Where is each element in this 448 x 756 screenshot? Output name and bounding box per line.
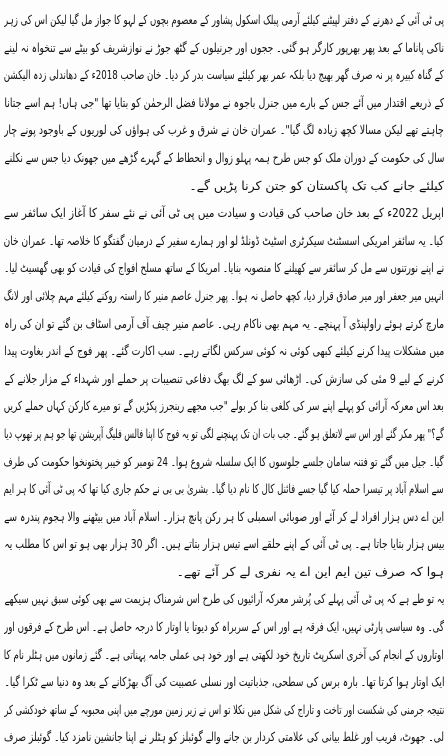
line-text: بعد اس معرکہ آرائی کو پہلے اپنے سر کی کلغی بنا کر بولے "جب مجھے رینجرز پکڑیں گے تو میرے کارکن کہاں حملے کریں <box>4 398 444 414</box>
line-text: نتیجہ جرمنی کی شکست اور تاخت و تاراج کی شکل میں نکلا تو اس نے زیر زمین مورچے میں اپنی محبوبہ کے ساتھ خودکشی کر <box>4 701 444 717</box>
text-line <box>4 34 444 62</box>
line-text: سال کی حکومت کے دوران ملک کو جس طرح ہمہ پہلو زوال و انحطاط کے گہرے گڑھے میں جھونک دیا جس سے نکلنے <box>4 149 444 165</box>
line-text: مارچ کرتے ہوئے راولپنڈی آ پہنچے۔ یہ مہم بھی ناکام رہی۔ عاصم منیر چیف آف آرمی اسٹاف بن گئے تو ان کی راہ <box>4 315 444 331</box>
text-line <box>4 199 444 227</box>
text-line <box>4 144 444 172</box>
line-text: سے اسلام آباد پر تیسرا حملہ کیا گیا جسے فائنل کال کا نام دیا گیا۔ بشریٰ بی بی نے حکم جاری کیا تھا کہ پی ٹی آئی کا ہر ایم <box>4 481 444 497</box>
text-line <box>4 310 444 338</box>
text-line <box>4 503 444 531</box>
text-line <box>4 365 444 393</box>
line-text: این اے دس ہزار افراد لے کر آئے اور صوبائی اسمبلی کا ہر رکن پانچ ہزار۔ اسلام آباد میں بیٹھنے والا ہجوم پندرہ سے <box>4 508 444 524</box>
text-line <box>4 448 444 476</box>
line-text: گیا۔ جیل میں گئے تو فتنہ سامان جلسے جلوسوں کا ایک سلسلہ شروع ہوا۔ 24 نومبر کو خیبر پختونخوا حکومت کی طرف <box>4 453 444 469</box>
line-text: کرنے کے لیے 9 مئی کی سازش کی۔ اڑھائی سو کے لگ بھگ دفاعی تنصیبات پر حملے اور شہداء کے مزار جلانے کے <box>4 370 444 386</box>
text-line <box>4 61 444 89</box>
line-text: ایک اوتار ہوا کرتا تھا۔ بارہ برس کی سطحی، جذباتیت اور نسلی عصبیت کی آگ بھڑکانے کے بعد وہ دنیا سے ٹکرا گیا۔ <box>4 674 444 690</box>
line-text: گی۔ وہ سیاسی پارٹی نہیں، ایک فرقہ ہے اور اس کے سربراہ کو دیوتا یا اوتار کا درجہ حاصل ہے۔ اس طرح کے فرقوں اور <box>4 619 444 635</box>
text-line <box>4 420 444 448</box>
text-line <box>4 475 444 503</box>
text-line <box>4 696 444 724</box>
line-text: ناکی پاناما کے بعد پھر بھرپور کارگر ہو گئی۔ ججوں اور جرنیلوں کے گٹھ جوڑ نے نوازشریف کو بیٹے سے تنخواہ نہ لینے <box>4 39 444 55</box>
text-line <box>4 337 444 365</box>
text-line <box>4 613 444 641</box>
line-text: بیس ہزار بتایا جاتا ہے۔ پی ٹی آئی کے اپنے حلقے اسے تیس ہزار بتاتے ہیں۔ اگر 30 ہزار بھی ہو تو اس کا مطلب یہ <box>4 536 444 552</box>
text-line <box>4 254 444 282</box>
line-text: چاہتے تھے لیکن مسالا کچھ زیادہ لگ گیا"۔ عمران خان نے شرق و غرب کی ہواؤں کی لوریوں کے باوجود پونے چار <box>4 122 444 138</box>
text-line <box>4 282 444 310</box>
line-text: لی۔ جھوٹ، فریب اور غلط بیانی کی علامتی کردار بن جانے والے گوئبلز کو ہٹلر نے اپنا جانشین نامزد کیا۔ گوئبلز صرف <box>4 729 444 745</box>
line-text: انہیں میر جعفر اور میر صادق قرار دیا، کچھ حاصل نہ ہوا۔ پھر جنرل عاصم منیر کا راستہ روکنے کیلئے مہم چلائی اور لانگ <box>4 287 444 303</box>
line-text: کے گناہ کبیرہ پر نہ صرف گھر بھیج دیا بلکہ عمر بھر کیلئے سیاست بدر کر دیا۔ خان صاحب 2018ء کے دھاندلی زدہ الیکشن <box>4 67 444 83</box>
line-text: ہوا کہ صرف تین ایم این اے یہ نفری لے کر آئے تھے۔ <box>176 563 444 579</box>
line-text: کیلئے جانے کب تک پاکستان کو جتن کرنا پڑیں گے۔ <box>189 177 444 193</box>
text-line <box>4 116 444 144</box>
text-line <box>4 585 444 613</box>
text-line <box>4 723 444 751</box>
text-line <box>4 668 444 696</box>
paragraph <box>4 585 444 751</box>
text-line <box>4 530 444 558</box>
text-line <box>4 172 444 200</box>
line-text: کیا۔ یہ سائفر امریکی اسسٹنٹ سیکرٹری اسٹیٹ ڈونلڈ لو اور ہمارے سفیر کے درمیان گفتگو کا خلاصہ تھا۔ عمران خان <box>4 232 444 248</box>
line-text: نے اپنے نورتنوں سے مل کر سائفر سے کھیلنے کا منصوبہ بنایا۔ امریکا کے ساتھ مسلح افواج کی قیادت کو بھی گھسیٹ لیا۔ <box>4 260 444 276</box>
text-line <box>4 558 444 586</box>
line-text: اپریل 2022ء کے بعد خان صاحب کی قیادت و سیادت میں پی ٹی آئی نے نئے سفر کا آغاز ایک سائفر سے <box>4 205 444 221</box>
paragraph <box>4 199 444 585</box>
line-text: گے؟" پھر مکر گئے اور اس سے لاتعلق ہو گئے۔ جب بات ان تک پہنچنے لگی تو یہ فوج کا اپنا فالس فلیگ آپریشن تھا جو ہم پر تھوپ دیا <box>4 425 444 441</box>
line-text: یہ تو طے ہے کہ پی ٹی آئی پہلے کی پُرشر معرکہ آرائیوں کی طرح اس شرمناک ہزیمت سے بھی کوئی سبق نہیں سیکھے <box>4 591 444 607</box>
line-text: میں مشکلات پیدا کرنے کیلئے کبھی کوئی نہ کوئی سرکس لگاتے رہے۔ سب اکارت گئے۔ پھر فوج کے اندر بغاوت پیدا <box>4 343 444 359</box>
line-text: اوتاروں کے انجام کی آخری اسکرپٹ تاریخ خود لکھتی ہے اور خود ہی عملی جامہ پہناتی ہے۔ گئے زمانوں میں ہٹلر نام کا <box>4 646 444 662</box>
line-text: پی ٹی آئی کے دھرنے کے دفتر لپیٹنے کیلئے آرمی پبلک اسکول پشاور کے معصوم بچوں کے لہو کا جواز مل گیا لیکن اس کی زہر <box>4 12 444 27</box>
text-line <box>4 6 444 34</box>
text-line <box>4 89 444 117</box>
line-text: کے ذریعے اقتدار میں آئے جس کے بارے میں جنرل باجوہ نے مولانا فضل الرحمٰن کو بتایا تھا "جی ہاں! ہم اسے جتانا <box>4 94 444 110</box>
text-line <box>4 641 444 669</box>
text-line <box>4 392 444 420</box>
text-line <box>4 227 444 255</box>
paragraph <box>4 6 444 199</box>
